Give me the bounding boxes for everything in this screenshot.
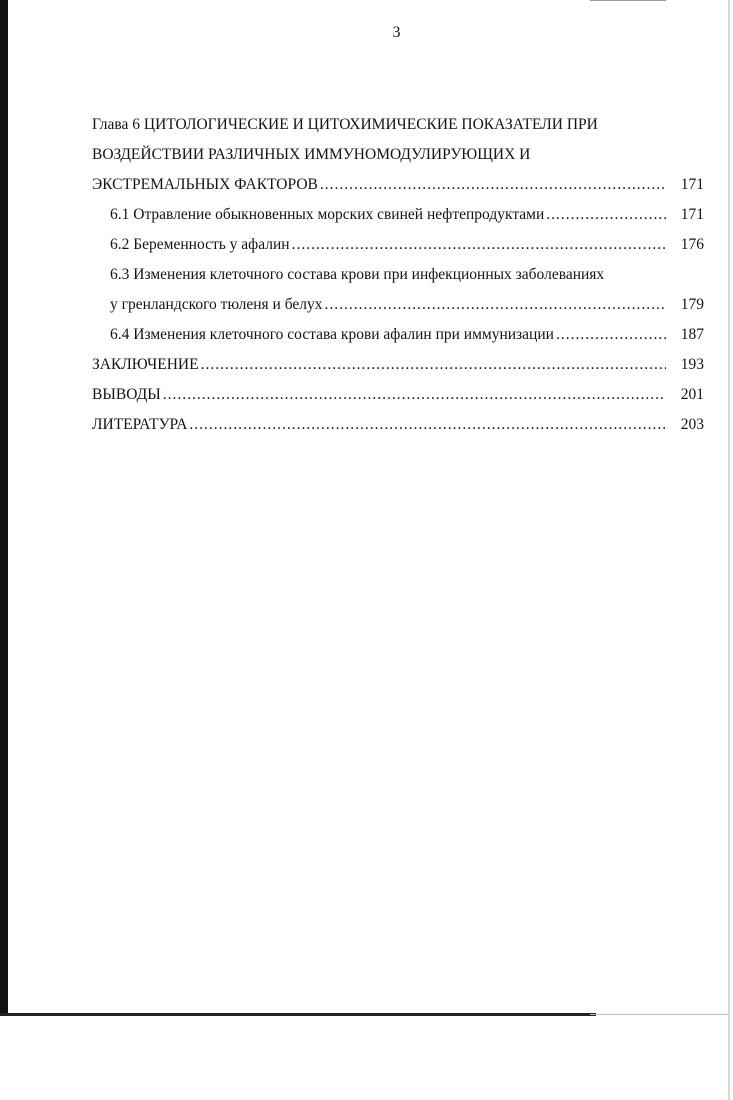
dot-leader — [292, 230, 666, 260]
toc-section-page: 179 — [680, 296, 704, 313]
toc-conclusion-page: 193 — [680, 356, 704, 373]
toc-section-page: 187 — [680, 326, 704, 343]
toc-section-page: 171 — [680, 206, 704, 223]
toc-findings-title: ВЫВОДЫ — [92, 386, 161, 403]
page-number: 3 — [392, 24, 401, 41]
toc-section-title: 6.4 Изменения клеточного состава крови афалин при иммунизации — [110, 326, 554, 343]
toc-chapter6-title-part3: ЭКСТРЕМАЛЬНЫХ ФАКТОРОВ — [92, 176, 318, 193]
dot-leader — [163, 380, 666, 410]
dot-leader — [325, 290, 666, 320]
toc-section-title-part2: у гренландского тюленя и белух — [110, 296, 323, 313]
dot-leader — [556, 320, 666, 350]
scan-left-edge — [0, 0, 8, 1016]
toc-chapter6-line1[interactable] — [92, 110, 704, 140]
table-of-contents — [92, 110, 704, 440]
toc-findings[interactable] — [92, 380, 704, 410]
toc-section-6-1[interactable] — [92, 200, 704, 230]
toc-section-title: 6.1 Отравление обыкновенных морских свиней нефтепродуктами — [110, 206, 545, 223]
toc-literature-title: ЛИТЕРАТУРА — [92, 416, 188, 433]
toc-chapter6-page: 171 — [680, 176, 704, 193]
scan-bottom-edge — [0, 1013, 596, 1016]
toc-literature-page: 203 — [680, 416, 704, 433]
toc-section-title: 6.2 Беременность у афалин — [110, 236, 290, 253]
scan-bottom-edge-faint — [590, 1014, 730, 1015]
dot-leader — [320, 170, 666, 200]
dot-leader — [189, 410, 666, 440]
dot-leader — [201, 350, 666, 380]
toc-chapter6-line2[interactable] — [92, 140, 704, 170]
toc-findings-page: 201 — [680, 386, 704, 403]
toc-section-title-part1: 6.3 Изменения клеточного состава крови при инфекционных заболеваниях — [110, 266, 605, 283]
toc-section-6-3-line1[interactable] — [92, 260, 704, 290]
toc-chapter6-title-part1: Глава 6 ЦИТОЛОГИЧЕСКИЕ И ЦИТОХИМИЧЕСКИЕ ПОКАЗАТЕЛИ ПРИ — [92, 116, 598, 133]
toc-chapter6-title-part2: ВОЗДЕЙСТВИИ РАЗЛИЧНЫХ ИММУНОМОДУЛИРУЮЩИХ И — [92, 146, 531, 163]
toc-section-6-4[interactable] — [92, 320, 704, 350]
toc-conclusion[interactable] — [92, 350, 704, 380]
toc-section-page: 176 — [680, 236, 704, 253]
dot-leader — [546, 200, 666, 230]
toc-conclusion-title: ЗАКЛЮЧЕНИЕ — [92, 356, 199, 373]
toc-section-6-2[interactable] — [92, 230, 704, 260]
toc-chapter6-line3[interactable] — [92, 170, 704, 200]
scan-top-mark — [590, 0, 666, 1]
scan-right-edge — [728, 0, 730, 1100]
toc-literature[interactable] — [92, 410, 704, 440]
toc-section-6-3-line2[interactable] — [92, 290, 704, 320]
